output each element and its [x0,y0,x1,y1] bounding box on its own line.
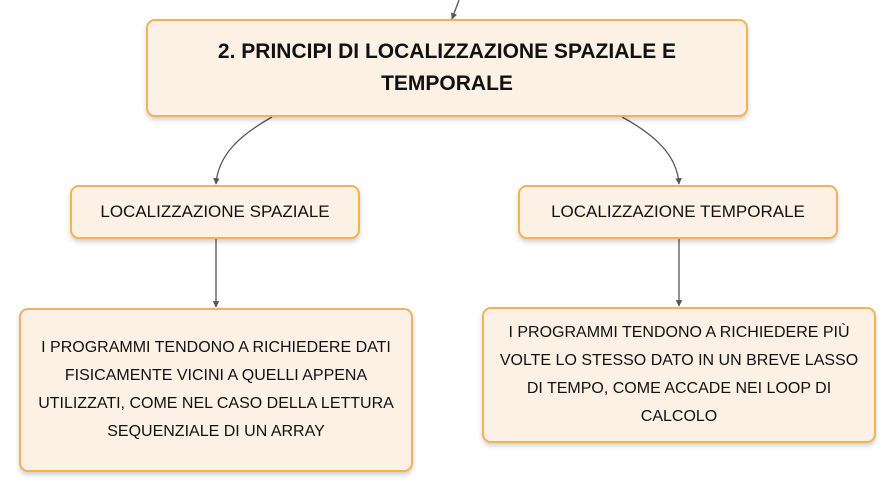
spatial-locality-description: I PROGRAMMI TENDONO A RICHIEDERE DATI FISICAMENTE VICINI A QUELLI APPENA UTILIZZATI, COME NEL CASO DELLA LETTURA SEQUENZIALE DI UN ARRAY [38,339,394,440]
connector-root-to-temporal [622,117,679,184]
root-topic-node[interactable] [146,19,748,117]
root-topic-title: 2. PRINCIPI DI LOCALIZZAZIONE SPAZIALE E TEMPORALE [217,40,677,95]
incoming-connector [452,0,459,19]
temporal-locality-label: LOCALIZZAZIONE TEMPORALE [551,202,805,221]
temporal-locality-description: I PROGRAMMI TENDONO A RICHIEDERE PIÙ VOLTE LO STESSO DATO IN UN BREVE LASSO DI TEMPO, COME ACCADE NEI LOOP DI CALCOLO [499,324,859,425]
temporal-locality-description-node[interactable] [482,307,876,443]
spatial-locality-label: LOCALIZZAZIONE SPAZIALE [100,202,330,221]
spatial-locality-description-node[interactable] [19,308,413,472]
temporal-locality-node[interactable] [518,185,838,239]
spatial-locality-node[interactable] [70,185,360,239]
connector-root-to-spatial [216,117,272,184]
